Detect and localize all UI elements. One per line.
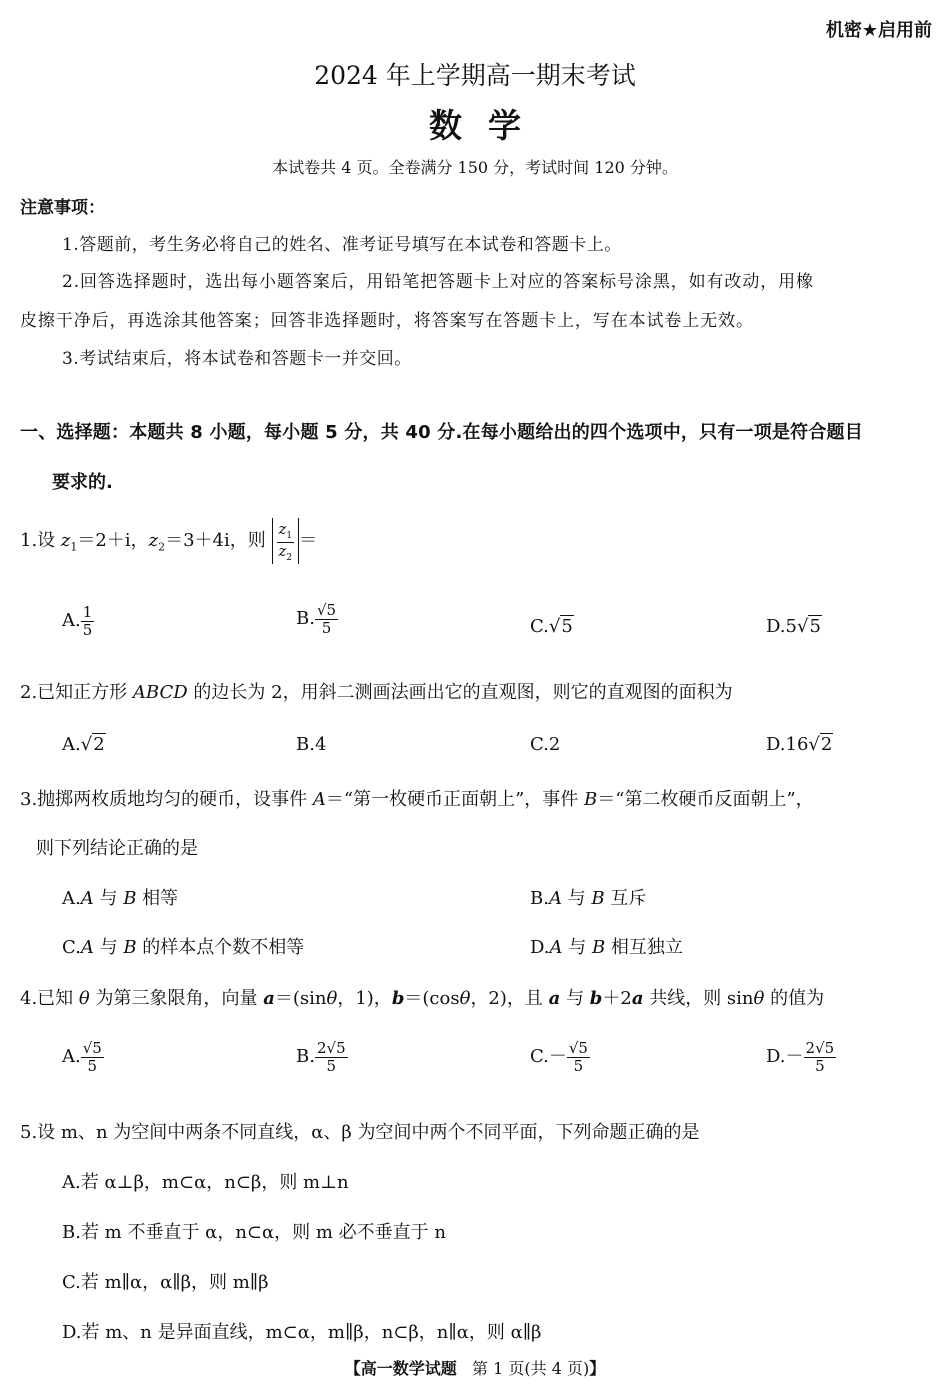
question-3-option-a: A.A 与 B 相等 [62, 888, 179, 909]
question-2-option-d: D.16√2 [766, 734, 833, 755]
question-4-option-a: A. $\frac{√5}{5}$ [62, 1039, 102, 1075]
question-2-stem: 2.已知正方形 ABCD 的边长为 2，用斜二测画法画出它的直观图，则它的直观图的面积为 [20, 682, 733, 703]
question-5-option-b: B.若 m 不垂直于 α，n⊂α，则 m 必不垂直于 n [62, 1222, 446, 1243]
question-4-option-d: D.－ $\frac{2√5}{5}$ [766, 1039, 835, 1075]
question-4-stem: 4.已知 θ 为第三象限角，向量 a＝(sinθ，1)，b＝(cosθ，2)，且 a 与 b＋2a 共线，则 sinθ 的值为 [20, 988, 825, 1009]
page-footer: 【高一数学试题 第 1 页(共 4 页)】 [344, 1359, 606, 1378]
question-5-option-c: C.若 m∥α，α∥β，则 m∥β [62, 1272, 269, 1293]
section-1-heading: 一、选择题：本题共 8 小题，每小题 5 分，共 40 分.在每小题给出的四个选项中，只有一项是符合题目 [20, 422, 863, 443]
subject-title: 数学 [429, 106, 547, 145]
question-1-option-d: D.5√5 [766, 616, 821, 637]
section-1-heading-cont: 要求的. [52, 472, 113, 493]
notice-item-2-line-1: 2.回答选择题时，选出每小题答案后，用铅笔把答题卡上对应的答案标号涂黑，如有改动，用橡 [62, 272, 814, 292]
question-5-option-d: D.若 m、n 是异面直线，m⊂α，m∥β，n⊂β，n∥α，则 α∥β [62, 1322, 542, 1343]
question-5-option-a: A.若 α⊥β，m⊂α，n⊂β，则 m⊥n [62, 1172, 349, 1193]
question-1-stem: 1.设 $z_1=2+i$，$z_2=3+4i$，则 $\frac{z_1}{z_2}$ ＝ [20, 520, 318, 563]
question-3-stem-cont: 则下列结论正确的是 [36, 838, 198, 859]
question-1-option-b: B. $\frac{√5}{5}$ [296, 601, 337, 637]
question-4-option-c: C.－ $\frac{√5}{5}$ [530, 1039, 588, 1075]
question-5-stem: 5.设 m、n 为空间中两条不同直线，α、β 为空间中两个不同平面，下列命题正确的是 [20, 1122, 700, 1143]
exam-title: 2024 年上学期高一期末考试 [314, 61, 636, 90]
question-1-option-a: A. $\frac{1}{5}$ [62, 603, 93, 639]
question-4-option-b: B. $\frac{2√5}{5}$ [296, 1039, 346, 1075]
question-3-option-c: C.A 与 B 的样本点个数不相等 [62, 937, 305, 958]
notice-item-2-line-2: 皮擦干净后，再选涂其他答案；回答非选择题时，将答案写在答题卡上，写在本试卷上无效。 [20, 311, 754, 331]
question-3-stem: 3.抛掷两枚质地均匀的硬币，设事件 A＝“第一枚硬币正面朝上”，事件 B＝“第二枚硬币反面朝上”， [20, 789, 814, 810]
question-2-option-b: B.4 [296, 734, 327, 755]
confidential-label: 机密★启用前 [825, 20, 932, 41]
question-3-option-b: B.A 与 B 互斥 [530, 888, 647, 909]
notice-item-1: 1.答题前，考生务必将自己的姓名、准考证号填写在本试卷和答题卡上。 [62, 235, 622, 255]
exam-info: 本试卷共 4 页。全卷满分 150 分，考试时间 120 分钟。 [272, 158, 678, 177]
question-1-option-c: C.√5 [530, 616, 573, 637]
notice-item-3: 3.考试结束后，将本试卷和答题卡一并交回。 [62, 349, 412, 369]
question-2-option-c: C.2 [530, 734, 561, 755]
notice-heading: 注意事项： [20, 198, 105, 218]
abs-value-expression: $\frac{z_1}{z_2}$ [272, 518, 300, 564]
question-2-option-a: A.√2 [62, 734, 105, 755]
question-3-option-d: D.A 与 B 相互独立 [530, 937, 683, 958]
